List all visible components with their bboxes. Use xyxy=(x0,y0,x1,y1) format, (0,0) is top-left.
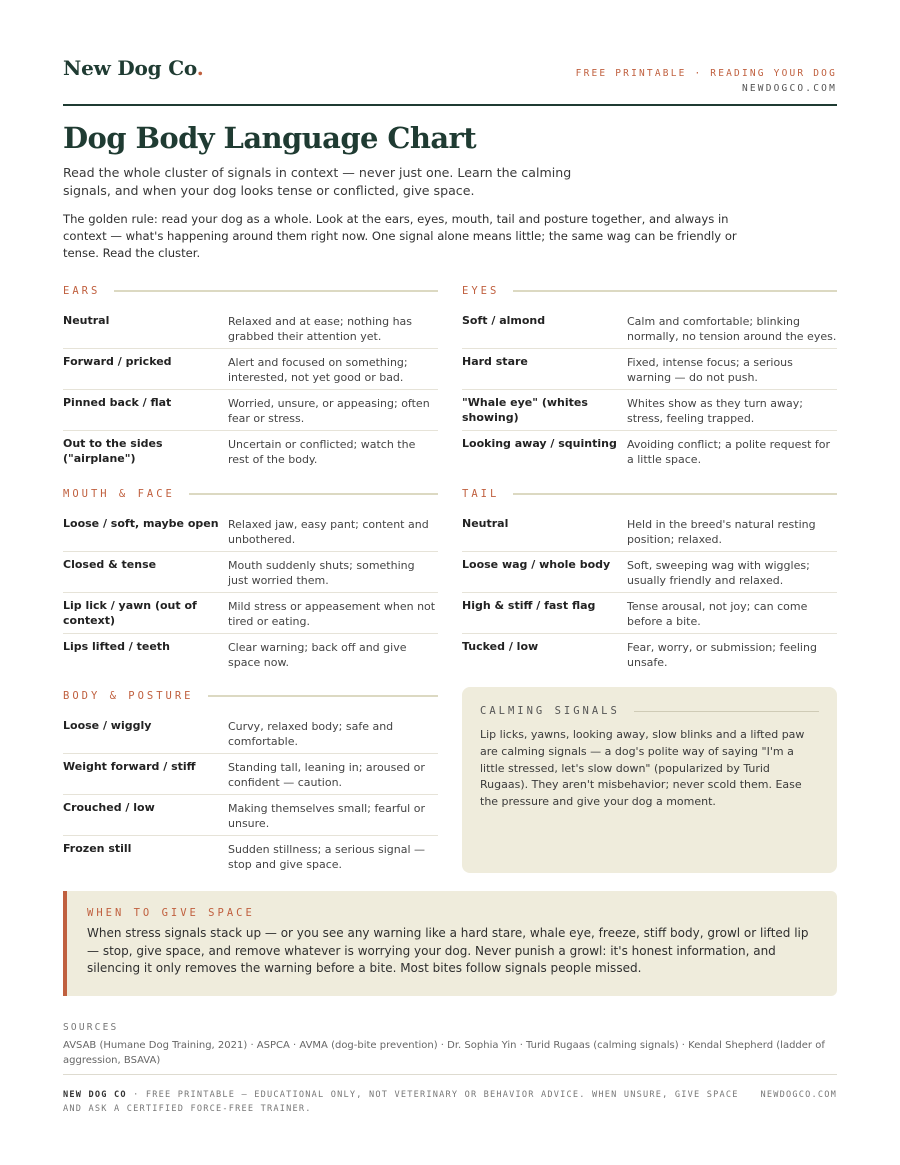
signal-term: Crouched / low xyxy=(63,801,155,814)
table-row xyxy=(462,640,837,674)
signal-desc: Making themselves small; fearful or unsure. xyxy=(228,802,425,830)
footer-url: NEWDOGCO.COM xyxy=(760,1090,837,1100)
footer-text: · FREE PRINTABLE — EDUCATIONAL ONLY, NOT VETERINARY OR BEHAVIOR ADVICE. WHEN UNSURE, GIVE SPACE AND ASK A CERTIFIED FORCE-FREE TRAINER. xyxy=(63,1090,739,1114)
table-row xyxy=(462,314,837,349)
signal-desc: Standing tall, leaning in; aroused or confident — caution. xyxy=(228,761,425,789)
signal-desc: Alert and focused on something; interested, not yet good or bad. xyxy=(228,356,408,384)
table-row xyxy=(63,599,438,634)
section-divider xyxy=(208,695,438,697)
signal-term: Weight forward / stiff xyxy=(63,760,196,773)
signal-term: High & stiff / fast flag xyxy=(462,599,596,612)
table-row xyxy=(63,355,438,390)
table-row xyxy=(63,437,438,471)
table-row xyxy=(63,517,438,552)
signal-term: Hard stare xyxy=(462,355,528,368)
ears-section-title: EARS xyxy=(63,285,101,297)
signal-term: Neutral xyxy=(462,517,509,530)
footer-brand: NEW DOG CO xyxy=(63,1090,127,1100)
signal-term: Loose wag / whole body xyxy=(462,558,611,571)
signal-desc: Held in the breed's natural resting position; relaxed. xyxy=(627,518,816,546)
signal-desc: Clear warning; back off and give space now. xyxy=(228,641,407,669)
page-title: Dog Body Language Chart xyxy=(63,121,477,155)
signal-term: Forward / pricked xyxy=(63,355,172,368)
eyes-section xyxy=(462,284,837,477)
signal-desc: Relaxed and at ease; nothing has grabbed their attention yet. xyxy=(228,315,413,343)
page-footer xyxy=(63,1089,837,1116)
give-space-text: When stress signals stack up — or you see any warning like a hard stare, whale eye, freeze, stiff body, growl or lifted lip — stop, give space, and remove whatever is worrying your dog. Never punish a growl: it's honest information, and silencing it only removes the warning before a bite. Most bites follow signals people missed. xyxy=(87,926,809,976)
signal-term: Neutral xyxy=(63,314,110,327)
brand-logo xyxy=(63,56,204,80)
tail-section-title: TAIL xyxy=(462,488,500,500)
section-divider xyxy=(634,711,819,712)
tail-section xyxy=(462,487,837,680)
table-row xyxy=(462,599,837,634)
signal-desc: Worried, unsure, or appeasing; often fear or stress. xyxy=(228,397,430,425)
calming-signals-text: Lip licks, yawns, looking away, slow blinks and a lifted paw are calming signals — a dog's polite way of saying "I'm a little stressed, let's slow down" (popularized by Turid Rugaas). They aren't misbehavior; never scold them. Ease the pressure and give your dog a moment. xyxy=(480,728,805,809)
signal-desc: Relaxed jaw, easy pant; content and unbothered. xyxy=(228,518,429,546)
brand-dot: . xyxy=(196,56,204,80)
signal-term: "Whale eye" (whites showing) xyxy=(462,396,588,424)
give-space-callout xyxy=(63,891,837,996)
brand-name: New Dog Co xyxy=(63,56,197,80)
signal-term: Lips lifted / teeth xyxy=(63,640,170,653)
table-row xyxy=(63,719,438,754)
section-divider xyxy=(114,290,438,292)
table-row xyxy=(63,801,438,836)
calming-signals-title: CALMING SIGNALS xyxy=(480,705,620,717)
table-row xyxy=(462,558,837,593)
signal-desc: Curvy, relaxed body; safe and comfortable. xyxy=(228,720,394,748)
signal-desc: Avoiding conflict; a polite request for a little space. xyxy=(627,438,831,466)
ears-section xyxy=(63,284,438,477)
signal-desc: Mouth suddenly shuts; something just worried them. xyxy=(228,559,415,587)
signal-desc: Fixed, intense focus; a serious warning — do not push. xyxy=(627,356,793,384)
sources-section xyxy=(63,1022,837,1075)
table-row xyxy=(462,355,837,390)
signal-term: Soft / almond xyxy=(462,314,546,327)
table-row xyxy=(462,437,837,471)
header-url: NEWDOGCO.COM xyxy=(741,83,837,94)
signal-term: Tucked / low xyxy=(462,640,539,653)
signal-desc: Mild stress or appeasement when not tired or eating. xyxy=(228,600,436,628)
signal-desc: Sudden stillness; a serious signal — stop and give space. xyxy=(228,843,426,871)
signal-desc: Calm and comfortable; blinking normally, no tension around the eyes. xyxy=(627,315,837,343)
signal-desc: Tense arousal, not joy; can come before a bite. xyxy=(627,600,808,628)
table-row xyxy=(63,760,438,795)
lead-paragraph: Read the whole cluster of signals in context — never just one. Learn the calming signals, and when your dog looks tense or conflicted, give space. xyxy=(63,165,572,198)
signal-term: Lip lick / yawn (out of context) xyxy=(63,599,197,627)
signal-desc: Fear, worry, or submission; feeling unsafe. xyxy=(627,641,817,669)
signal-term: Looking away / squinting xyxy=(462,437,617,450)
sources-text: AVSAB (Humane Dog Training, 2021) · ASPCA · AVMA (dog-bite prevention) · Dr. Sophia Yin · Turid Rugaas (calming signals) · Kendal Shepherd (ladder of aggression, BSAVA) xyxy=(63,1039,837,1075)
mouth-section-title: MOUTH & FACE xyxy=(63,488,175,500)
table-row xyxy=(63,396,438,431)
table-row xyxy=(63,842,438,876)
page-header xyxy=(63,56,837,106)
signal-desc: Uncertain or conflicted; watch the rest of the body. xyxy=(228,438,416,466)
header-tagline: FREE PRINTABLE · READING YOUR DOG xyxy=(575,68,837,79)
sources-title: SOURCES xyxy=(63,1022,119,1033)
give-space-title: WHEN TO GIVE SPACE xyxy=(87,907,255,919)
section-divider xyxy=(189,493,438,495)
signal-desc: Whites show as they turn away; stress, feeling trapped. xyxy=(627,397,803,425)
signal-term: Frozen still xyxy=(63,842,132,855)
footer-disclaimer xyxy=(63,1089,743,1116)
signal-term: Loose / soft, maybe open xyxy=(63,517,219,530)
section-divider xyxy=(513,290,837,292)
signal-desc: Soft, sweeping wag with wiggles; usually friendly and relaxed. xyxy=(627,559,810,587)
calming-signals-box xyxy=(462,687,837,873)
table-row xyxy=(63,558,438,593)
signal-term: Closed & tense xyxy=(63,558,157,571)
signal-term: Loose / wiggly xyxy=(63,719,152,732)
body-posture-section xyxy=(63,689,438,882)
signal-term: Out to the sides ("airplane") xyxy=(63,437,163,465)
table-row xyxy=(63,314,438,349)
section-divider xyxy=(513,493,837,495)
golden-rule-paragraph: The golden rule: read your dog as a whole. Look at the ears, eyes, mouth, tail and posture together, and always in context — what's happening around them right now. One signal alone means little; the same wag can be friendly or tense. Read the cluster. xyxy=(63,212,737,260)
table-row xyxy=(462,517,837,552)
eyes-section-title: EYES xyxy=(462,285,500,297)
signal-term: Pinned back / flat xyxy=(63,396,172,409)
table-row xyxy=(63,640,438,674)
header-meta xyxy=(576,66,837,96)
mouth-face-section xyxy=(63,487,438,680)
table-row xyxy=(462,396,837,431)
body-section-title: BODY & POSTURE xyxy=(63,690,194,702)
